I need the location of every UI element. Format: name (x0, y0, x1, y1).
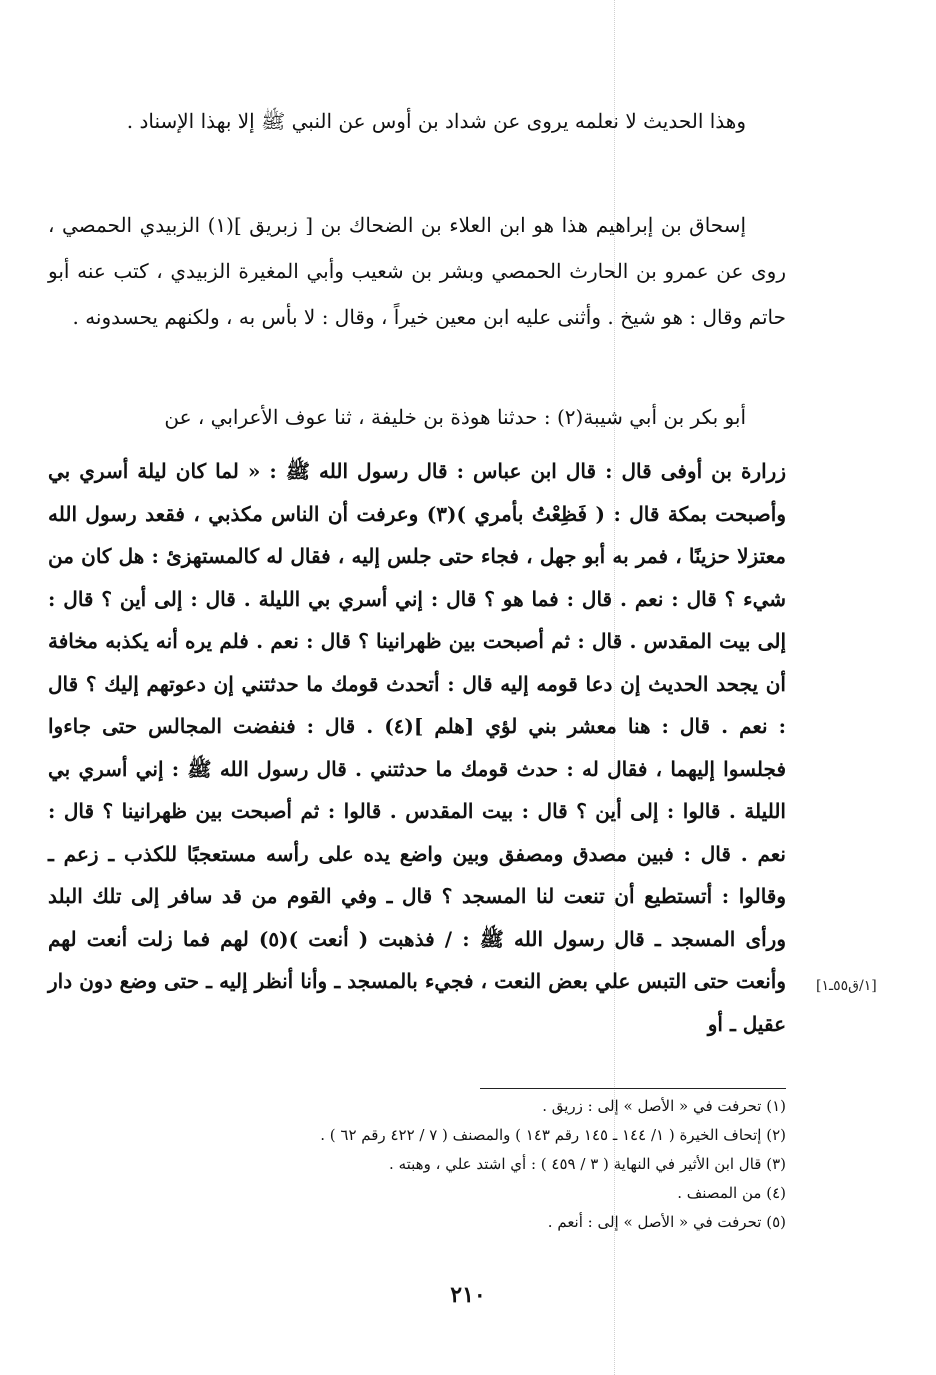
footnote-1: (١) تحرفت في « الأصل » إلى : زريق . (542, 1097, 786, 1115)
footnote-2: (٢) إتحاف الخيرة ( ١/ ١٤٤ ـ ١٤٥ رقم ١٤٣ ) والمصنف ( ٧ / ٤٢٢ رقم ٦٢ ) . (320, 1126, 786, 1144)
footnote-5: (٥) تحرفت في « الأصل » إلى : أنعم . (547, 1213, 786, 1231)
paragraph-hadith-text: زرارة بن أوفى قال : قال ابن عباس : قال رسول الله ﷺ : « لما كان ليلة أسري بي وأصبحت بمكة قال : ( فَظِعْتُ بأمري )(٣) وعرفت أن الناس مكذبي ، فقعد رسول الله معتزلا حزينًا ، فمر به أبو جهل ، فجاء حتى جلس إليه ، فقال له كالمستهزئ : هل كان من شيء ؟ قال : نعم . قال : فما هو ؟ قال : إني أسري بي الليلة . قال : إلى أين ؟ قال : إلى بيت المقدس . قال : ثم أصبحت بين ظهرانينا ؟ قال : نعم . فلم يره أنه يكذبه مخافة أن يجحد الحديث إن دعا قومه إليه قال : أتحدث قومك ما حدثتني إن دعوتهم إليك ؟ قال : نعم . قال : هنا معشر بني لؤي [هلم ](٤) . قال : فنفضت المجالس حتى جاءوا فجلسوا إليهما ، فقال له : حدث قومك ما حدثتني . قال رسول الله ﷺ : إني أسري بي الليلة . قالوا : إلى أين ؟ قال : بيت المقدس . قالوا : ثم أصبحت بين ظهرانينا ؟ قال : نعم . قال : فبين مصدق ومصفق وبين واضع يده على رأسه مستعجبًا للكذب ـ زعم ـ وقالوا : أتستطيع أن تنعت لنا المسجد ؟ قال ـ وفي القوم من قد سافر إلى تلك البلد ورأى المسجد ـ قال رسول الله ﷺ : / فذهبت ( أنعت )(٥) لهم فما زلت أنعت لهم وأنعت حتى التبس علي بعض النعت ، فجيء بالمسجد ـ وأنا أنظر إليه ـ حتى وضع دون دار عقيل ـ أو (48, 459, 786, 1036)
footnote-4: (٤) من المصنف . (677, 1184, 786, 1202)
paragraph-isnad: أبو بكر بن أبي شيبة(٢) : حدثنا هوذة بن خليفة ، ثنا عوف الأعرابي ، عن (164, 405, 746, 429)
footnotes (48, 1092, 786, 1237)
footnote-3: (٣) قال ابن الأثير في النهاية ( ٣ / ٤٥٩ ) : أي اشتد علي ، وهبته . (389, 1155, 786, 1173)
manuscript-folio-marker: [١/ق٥٥ـ١] (816, 978, 877, 994)
page-number: ٢١٠ (450, 1282, 486, 1308)
footnote-divider (480, 1088, 786, 1089)
paragraph-hadith-note: وهذا الحديث لا نعلمه يروى عن شداد بن أوس عن النبي ﷺ إلا بهذا الإسناد . (126, 109, 746, 133)
paragraph-narrator-bio: إسحاق بن إبراهيم هذا هو ابن العلاء بن الضحاك بن [ زبريق ](١) الزبيدي الحمصي ، روى عن عمرو بن الحارث الحمصي وبشر بن شعيب وأبي المغيرة الزبيدي ، كتب عنه أبو حاتم وقال : هو شيخ . وأثنى عليه ابن معين خيراً ، وقال : لا بأس به ، ولكنهم يحسدونه . (48, 213, 786, 329)
